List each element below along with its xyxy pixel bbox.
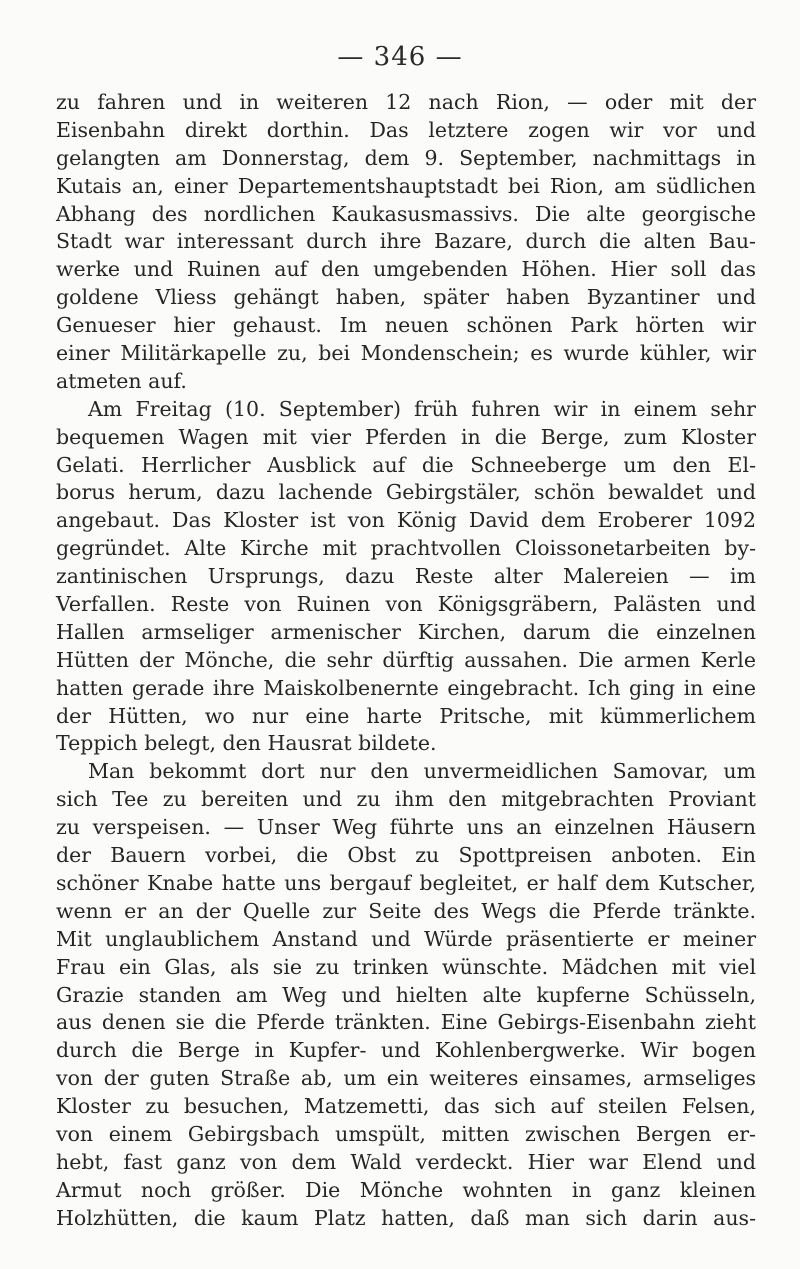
text-line: Stadt war interessant durch ihre Bazare, durch die alten Bau- xyxy=(56,229,756,254)
text-line: Gelati. Herrlicher Ausblick auf die Schneeberge um den El- xyxy=(56,452,756,477)
text-line: wenn er an der Quelle zur Seite des Wegs die Pferde tränkte. xyxy=(56,898,756,923)
text-line: atmeten auf. xyxy=(56,368,187,393)
text-line: der Bauern vorbei, die Obst zu Spottpreisen anboten. Ein xyxy=(56,843,756,868)
text-line: schöner Knabe hatte uns bergauf begleitet, er half dem Kutscher, xyxy=(56,870,756,895)
text-line: einer Militärkapelle zu, bei Mondenschein; es wurde kühler, wir xyxy=(56,341,756,366)
text-line: zu fahren und in weiteren 12 nach Rion, — oder mit der xyxy=(56,90,756,114)
text-line: durch die Berge in Kupfer- und Kohlenbergwerke. Wir bogen xyxy=(56,1038,756,1063)
text-line: Armut noch größer. Die Mönche wohnten in ganz kleinen xyxy=(56,1177,756,1202)
text-line: Kutais an, einer Departementshauptstadt bei Rion, am südlichen xyxy=(56,173,756,198)
text-line: hebt, fast ganz von dem Wald verdeckt. Hier war Elend und xyxy=(56,1149,756,1174)
text-line: borus herum, dazu lachende Gebirgstäler, schön bewaldet und xyxy=(56,480,756,505)
text-line: der Hütten, wo nur eine harte Pritsche, mit kümmerlichem xyxy=(56,703,756,728)
text-line: Hallen armseliger armenischer Kirchen, darum die einzelnen xyxy=(56,619,756,644)
text-line: Abhang des nordlichen Kaukasusmassivs. Die alte georgische xyxy=(56,201,756,226)
text-line: Kloster zu besuchen, Matzemetti, das sich auf steilen Felsen, xyxy=(56,1094,756,1119)
text-line: Frau ein Glas, als sie zu trinken wünschte. Mädchen mit viel xyxy=(56,954,756,979)
page-number: — 346 — xyxy=(337,42,463,72)
body-text xyxy=(56,89,756,1233)
text-line: gelangten am Donnerstag, dem 9. September, nachmittags in xyxy=(56,145,756,170)
text-line: bequemen Wagen mit vier Pferden in die Berge, zum Kloster xyxy=(56,424,756,449)
text-line: von der guten Straße ab, um ein weiteres einsames, armseliges xyxy=(56,1066,756,1091)
text-line: Grazie standen am Weg und hielten alte kupferne Schüsseln, xyxy=(56,982,756,1007)
text-line: Teppich belegt, den Hausrat bildete. xyxy=(56,731,437,756)
text-line: goldene Vliess gehängt haben, später haben Byzantiner und xyxy=(56,285,756,310)
text-line: sich Tee zu bereiten und zu ihm den mitgebrachten Proviant xyxy=(56,787,756,812)
text-line: Mit unglaublichem Anstand und Würde präsentierte er meiner xyxy=(56,926,756,951)
text-line: Man bekommt dort nur den unvermeidlichen Samovar, um xyxy=(88,759,756,784)
text-line: aus denen sie die Pferde tränkten. Eine Gebirgs-Eisenbahn zieht xyxy=(56,1010,756,1035)
text-line: hatten gerade ihre Maiskolbenernte eingebracht. Ich ging in eine xyxy=(56,675,756,700)
text-line: gegründet. Alte Kirche mit prachtvollen Cloissonetarbeiten by- xyxy=(56,536,756,561)
text-line: Verfallen. Reste von Ruinen von Königsgräbern, Palästen und xyxy=(56,592,756,617)
text-line: von einem Gebirgsbach umspült, mitten zwischen Bergen er- xyxy=(56,1121,756,1146)
text-line: Hütten der Mönche, die sehr dürftig aussahen. Die armen Kerle xyxy=(56,647,756,672)
text-line: Am Freitag (10. September) früh fuhren wir in einem sehr xyxy=(88,396,756,421)
text-line: zantinischen Ursprungs, dazu Reste alter Malereien — im xyxy=(56,564,756,589)
text-line: werke und Ruinen auf den umgebenden Höhen. Hier soll das xyxy=(56,257,756,282)
text-line: Genueser hier gehaust. Im neuen schönen Park hörten wir xyxy=(56,313,756,338)
text-line: Eisenbahn direkt dorthin. Das letztere zogen wir vor und xyxy=(56,117,756,142)
text-line: zu verspeisen. — Unser Weg führte uns an einzelnen Häusern xyxy=(56,815,756,840)
text-line: Holzhütten, die kaum Platz hatten, daß man sich darin aus- xyxy=(56,1205,756,1230)
text-line: angebaut. Das Kloster ist von König David dem Eroberer 1092 xyxy=(56,508,756,533)
